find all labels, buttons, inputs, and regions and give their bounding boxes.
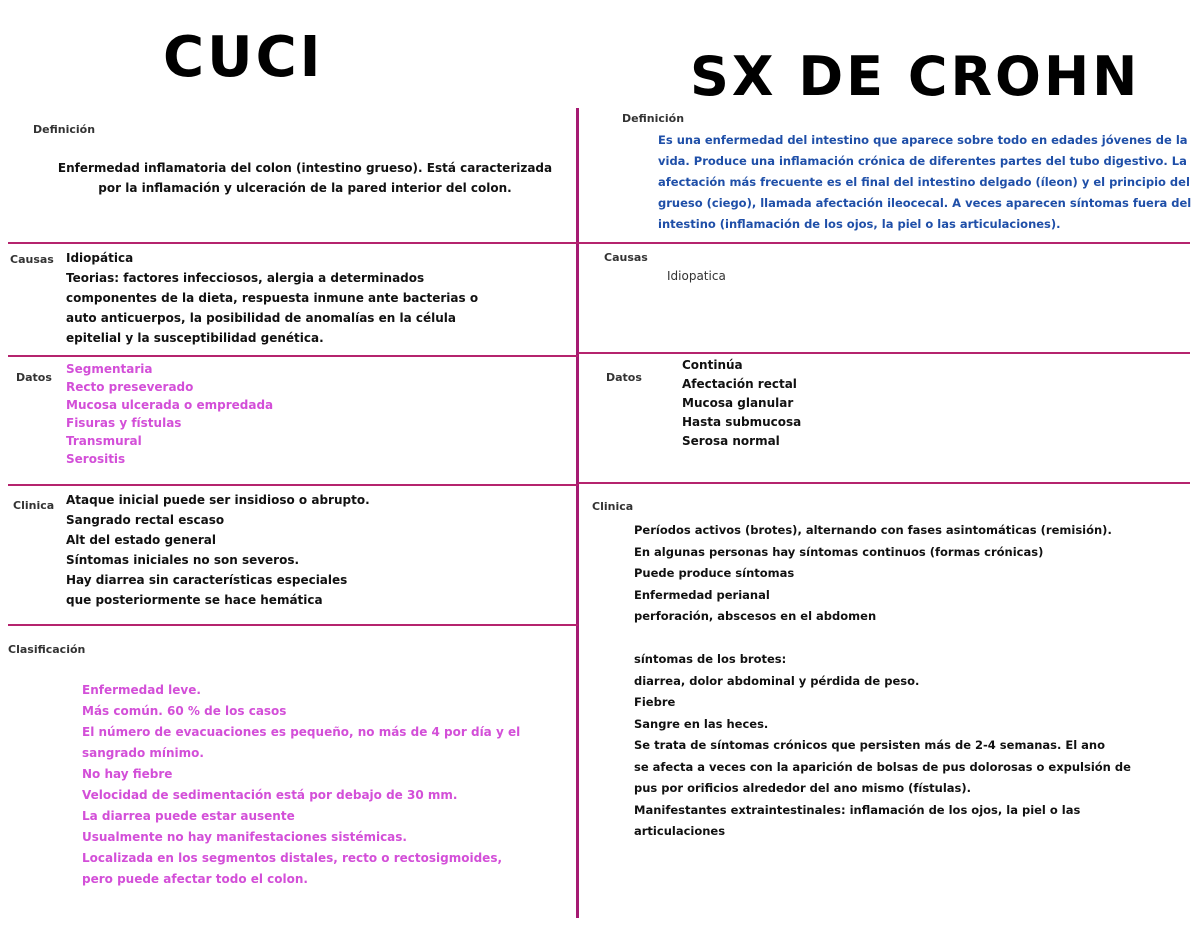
text-line: Sangrado rectal escaso bbox=[66, 513, 225, 527]
left-divider-2 bbox=[8, 355, 578, 357]
text-line: Mucosa glanular bbox=[682, 396, 794, 410]
text-line: Puede produce síntomas bbox=[634, 566, 795, 580]
left-definicion-label: Definición bbox=[33, 123, 96, 136]
text-line: Serosa normal bbox=[682, 434, 780, 448]
left-title: CUCI bbox=[163, 25, 324, 90]
text-line: Idiopatica bbox=[667, 269, 726, 283]
text-line: componentes de la dieta, respuesta inmune ante bacterias o bbox=[66, 291, 479, 305]
text-line: No hay fiebre bbox=[82, 767, 173, 781]
text-line: El número de evacuaciones es pequeño, no más de 4 por día y el bbox=[82, 725, 521, 739]
text-line: pero puede afectar todo el colon. bbox=[82, 872, 308, 886]
right-causas-text bbox=[667, 266, 726, 286]
text-line: Serositis bbox=[66, 452, 126, 466]
text-line: Afectación rectal bbox=[682, 377, 797, 391]
right-definicion-label: Definición bbox=[622, 112, 685, 125]
text-line: Mucosa ulcerada o empredada bbox=[66, 398, 274, 412]
text-line: afectación más frecuente es el final del intestino delgado (íleon) y el principio del bbox=[658, 175, 1190, 189]
text-line: auto anticuerpos, la posibilidad de anomalías en la célula bbox=[66, 311, 456, 325]
right-datos-label: Datos bbox=[606, 371, 642, 384]
left-causas-label: Causas bbox=[10, 253, 54, 266]
right-divider-2 bbox=[578, 352, 1190, 354]
left-clinica-text bbox=[66, 490, 370, 610]
text-line: Hasta submucosa bbox=[682, 415, 802, 429]
left-definicion-text bbox=[40, 158, 570, 198]
left-divider-3 bbox=[8, 484, 578, 486]
right-title: SX DE CROHN bbox=[690, 45, 1141, 108]
text-line: síntomas de los brotes: bbox=[634, 652, 787, 666]
text-line: Segmentaria bbox=[66, 362, 153, 376]
text-line: Hay diarrea sin características especiales bbox=[66, 573, 348, 587]
text-line: Continúa bbox=[682, 358, 743, 372]
text-line: diarrea, dolor abdominal y pérdida de peso. bbox=[634, 673, 920, 688]
text-line: Velocidad de sedimentación está por debajo de 30 mm. bbox=[82, 788, 458, 802]
text-line: Síntomas iniciales no son severos. bbox=[66, 553, 300, 567]
right-causas-label: Causas bbox=[604, 251, 648, 264]
text-line: Enfermedad perianal bbox=[634, 587, 770, 602]
left-datos-text bbox=[66, 360, 273, 468]
text-line: Fisuras y fístulas bbox=[66, 416, 182, 430]
left-clasificacion-label: Clasificación bbox=[8, 643, 86, 656]
text-line: Localizada en los segmentos distales, recto o rectosigmoides, bbox=[82, 851, 503, 865]
text-line: Idiopática bbox=[66, 251, 134, 265]
right-datos-text bbox=[682, 356, 801, 451]
text-line: pus por orificios alrededor del ano mismo (fístulas). bbox=[634, 781, 972, 795]
text-line: Transmural bbox=[66, 434, 142, 448]
text-line bbox=[634, 628, 1131, 650]
text-line: epitelial y la susceptibilidad genética. bbox=[66, 331, 324, 345]
text-line: Enfermedad leve. bbox=[82, 683, 201, 697]
text-line: Usualmente no hay manifestaciones sistémicas. bbox=[82, 830, 407, 844]
text-line: Más común. 60 % de los casos bbox=[82, 704, 287, 718]
text-line: Períodos activos (brotes), alternando con fases asintomáticas (remisión). bbox=[634, 523, 1112, 537]
center-divider bbox=[576, 108, 579, 918]
right-clinica-text bbox=[634, 520, 1131, 843]
left-clinica-label: Clinica bbox=[13, 499, 55, 512]
text-line: perforación, abscesos en el abdomen bbox=[634, 609, 877, 623]
text-line: La diarrea puede estar ausente bbox=[82, 809, 295, 823]
right-divider-1 bbox=[578, 242, 1190, 244]
left-divider-4 bbox=[8, 624, 578, 626]
right-divider-3 bbox=[578, 482, 1190, 484]
left-datos-label: Datos bbox=[16, 371, 52, 384]
text-line: se afecta a veces con la aparición de bolsas de pus dolorosas o expulsión de bbox=[634, 759, 1131, 774]
text-line: Ataque inicial puede ser insidioso o abrupto. bbox=[66, 493, 370, 507]
text-line: Sangre en las heces. bbox=[634, 716, 769, 731]
text-line: Fiebre bbox=[634, 695, 676, 709]
text-line: vida. Produce una inflamación crónica de diferentes partes del tubo digestivo. La bbox=[658, 154, 1187, 168]
right-definicion-text bbox=[658, 130, 1191, 235]
text-line: Enfermedad inflamatoria del colon (intestino grueso). Está caracterizada bbox=[57, 161, 553, 175]
text-line: que posteriormente se hace hemática bbox=[66, 593, 323, 607]
text-line: por la inflamación y ulceración de la pared interior del colon. bbox=[98, 181, 512, 195]
text-line: Alt del estado general bbox=[66, 533, 216, 547]
text-line: En algunas personas hay síntomas continuos (formas crónicas) bbox=[634, 544, 1044, 559]
text-line: Manifestantes extraintestinales: inflamación de los ojos, la piel o las bbox=[634, 802, 1081, 817]
text-line: Recto preseverado bbox=[66, 380, 194, 394]
text-line: Es una enfermedad del intestino que aparece sobre todo en edades jóvenes de la bbox=[658, 133, 1188, 147]
text-line: articulaciones bbox=[634, 824, 726, 838]
text-line: Teorias: factores infecciosos, alergia a determinados bbox=[66, 271, 425, 285]
text-line: intestino (inflamación de los ojos, la piel o las articulaciones). bbox=[658, 217, 1061, 231]
left-clasificacion-text bbox=[82, 680, 520, 890]
text-line: grueso (ciego), llamada afectación ileocecal. A veces aparecen síntomas fuera del bbox=[658, 196, 1192, 210]
left-divider-1 bbox=[8, 242, 578, 244]
right-clinica-label: Clinica bbox=[592, 500, 634, 513]
left-causas-text bbox=[66, 248, 478, 348]
text-line: Se trata de síntomas crónicos que persisten más de 2-4 semanas. El ano bbox=[634, 738, 1106, 752]
text-line: sangrado mínimo. bbox=[82, 746, 204, 760]
